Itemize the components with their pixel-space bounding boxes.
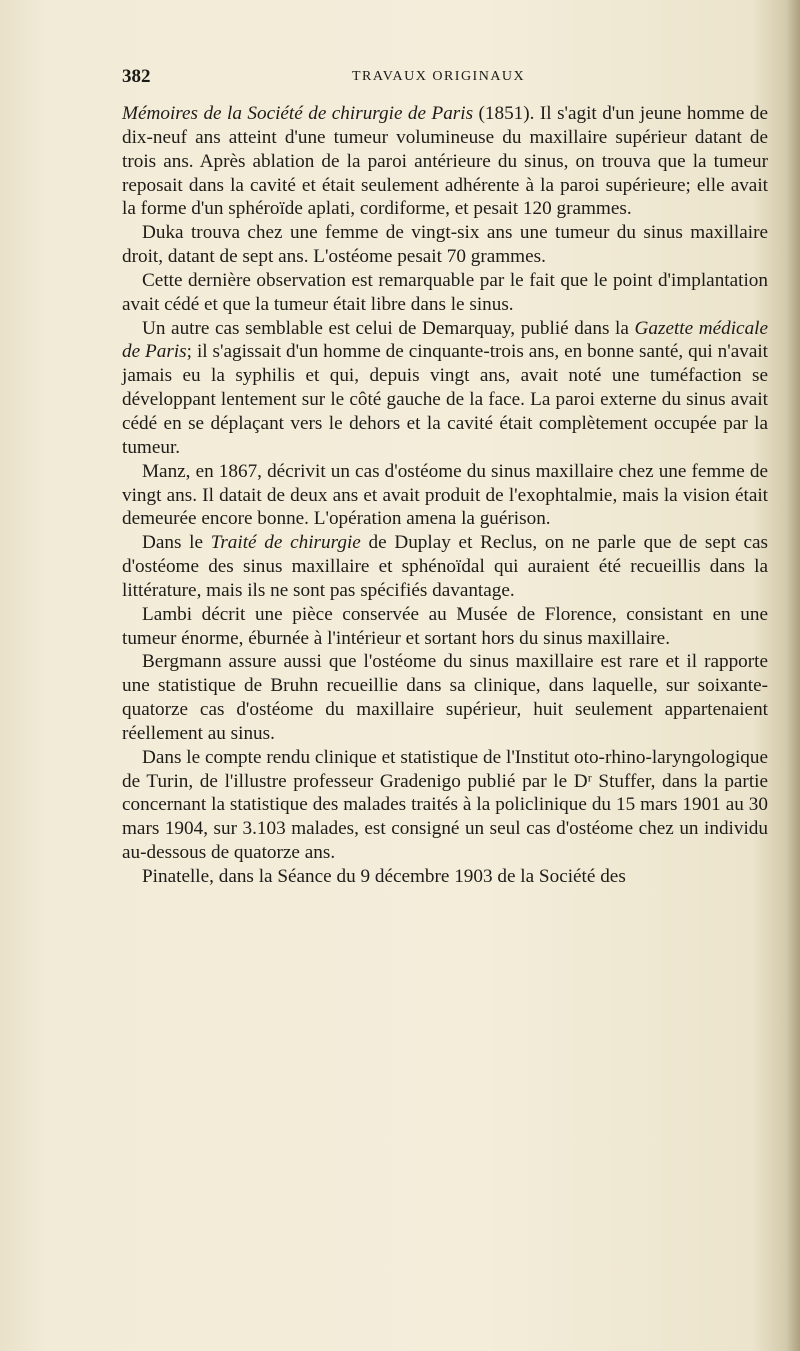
- paragraph-manz: [122, 460, 768, 532]
- book-title-italic: Traité de chirurgie: [210, 532, 361, 554]
- paragraph-text: Cette dernière observation est remarquable par le fait que le point d'implantation avait cédé et que la tumeur était libre dans le sinus.: [122, 269, 768, 315]
- paragraph-societe-chirurgie: [122, 102, 768, 221]
- paragraph-text: Un autre cas semblable est celui de Demarquay, publié dans la: [142, 317, 635, 339]
- paragraph-text: Dans le: [142, 532, 211, 554]
- paragraph-text: Manz, en 1867, décrivit un cas d'ostéome du sinus maxillaire chez une femme de vingt ans. Il datait de deux ans et avait produit de l'exophtalmie, mais la vision était demeurée encore bonne. L'opération amena la guérison.: [122, 460, 768, 530]
- journal-title-italic: Mémoires de la Société de chirurgie de Paris: [122, 103, 474, 124]
- paragraph-lambi: [122, 603, 768, 651]
- paragraph-text: Duka trouva chez une femme de vingt-six ans une tumeur du sinus maxillaire droit, datant de sept ans. L'ostéome pesait 70 grammes.: [122, 222, 768, 268]
- paragraph-text: Bergmann assure aussi que l'ostéome du sinus maxillaire est rare et il rapporte une statistique de Bruhn recueillie dans sa clinique, dans laquelle, sur soixante-quatorze cas d'ostéome du maxillaire supérieur, huit seulement appartenaient réellement au sinus.: [122, 651, 768, 744]
- page-number: 382: [122, 66, 151, 87]
- journal-title-italic: Gazette médicale de Paris: [122, 317, 769, 363]
- paragraph-observation: [122, 269, 768, 317]
- page-header: [122, 66, 768, 90]
- paragraph-bergmann: [122, 650, 768, 745]
- paragraph-text: Lambi décrit une pièce conservée au Musée de Florence, consistant en une tumeur énorme, éburnée à l'intérieur et sortant hors du sinus maxillaire.: [122, 603, 768, 649]
- paragraph-text: ; il s'agissait d'un homme de cinquante-trois ans, en bonne santé, qui n'avait jamais eu la syphilis et qui, depuis vingt ans, avait noté une tuméfaction se développant lentement sur le côté gauche de la face. La paroi externe du sinus avait cédé en se déplaçant vers le dehors et la cavité était complètement occupée par la tumeur.: [122, 341, 768, 458]
- paragraph-turin: [122, 746, 768, 865]
- paragraph-demarquay: [122, 317, 768, 460]
- running-title: TRAVAUX ORIGINAUX: [352, 69, 526, 84]
- paragraph-pinatelle: [122, 865, 768, 889]
- paragraph-text: Dans le compte rendu clinique et statistique de l'Institut oto-rhino-laryngologique de Turin, de l'illustre professeur Gradenigo publié par le Dʳ Stuffer, dans la partie concernant la statistique des malades traités à la policlinique du 15 mars 1901 au 30 mars 1904, sur 3.103 malades, est consigné un seul cas d'ostéome chez un individu au-dessous de quatorze ans.: [122, 746, 768, 864]
- paragraph-duka: [122, 221, 768, 269]
- paragraph-text: de Duplay et Reclus, on ne parle que de sept cas d'ostéome des sinus maxillaire et sphénoïdal qui auraient été recueillis dans la littérature, mais ils ne sont pas spécifiés davantage.: [122, 532, 769, 601]
- body-text: [122, 102, 768, 889]
- paragraph-duplay-reclus: [122, 531, 768, 603]
- paragraph-text: (1851). Il s'agit d'un jeune homme de dix-neuf ans atteint d'une tumeur volumineuse du maxillaire supérieur datant de trois ans. Après ablation de la paroi antérieure du sinus, on trouva que la tumeur reposait dans la cavité et était seulement adhérente à la paroi supérieure; elle avait la forme d'un sphéroïde aplati, cordiforme, et pesait 120 grammes.: [122, 103, 768, 220]
- paragraph-text: Pinatelle, dans la Séance du 9 décembre 1903 de la Société des: [142, 866, 626, 887]
- page-edge-shadow: [786, 0, 800, 1351]
